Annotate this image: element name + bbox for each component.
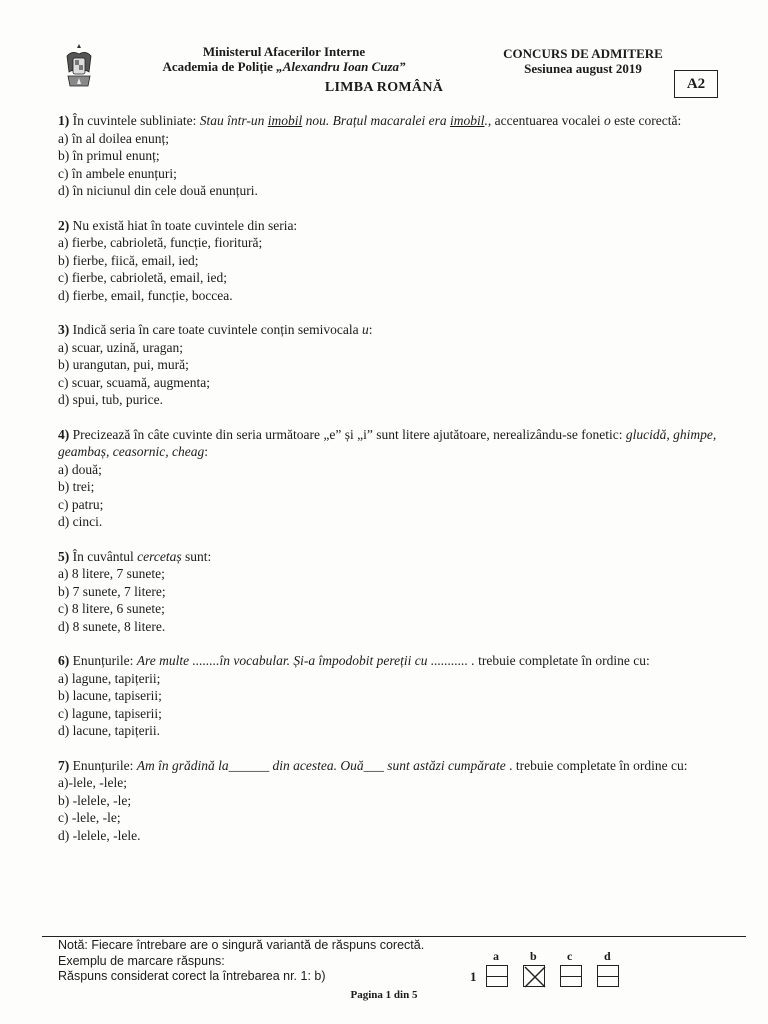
- answer-option: b) 7 sunete, 7 litere;: [58, 583, 166, 599]
- answer-option: d) fierbe, email, funcție, boccea.: [58, 287, 233, 303]
- question-text-part: u: [362, 322, 369, 337]
- answer-option: a) fierbe, cabrioletă, funcție, fioritură;: [58, 235, 263, 250]
- exam-title: CONCURS DE ADMITERE: [503, 46, 663, 61]
- answer-option: d) spui, tub, purice.: [58, 392, 163, 407]
- box-divider: [598, 976, 618, 977]
- question-text-part: În cuvintele subliniate:: [69, 113, 200, 128]
- question-text: [58, 112, 728, 130]
- question-text-part: Nu există hiat în toate cuvintele din seria:: [69, 217, 298, 233]
- subject-title: LIMBA ROMÂNĂ: [324, 80, 444, 95]
- answer-option: d) -lelele, -lele.: [58, 827, 141, 843]
- question-text-part: o: [604, 113, 611, 128]
- answer-option: a) scuar, uzină, uragan;: [58, 339, 184, 355]
- question-3: [58, 321, 728, 409]
- answer-option: d) cinci.: [58, 514, 103, 529]
- answer-option: a) lagune, tapițerii;: [58, 670, 161, 686]
- answer-option: c) 8 litere, 6 sunete;: [58, 601, 165, 616]
- question-number: 2): [58, 217, 70, 233]
- note-correct-answer: Răspuns considerat corect la întrebarea nr. 1: b): [58, 969, 326, 983]
- answer-option: b) -lelele, -le;: [58, 792, 132, 808]
- question-number: 6): [58, 653, 70, 668]
- unmarked-answer-box: [486, 965, 508, 987]
- question-text: [58, 652, 728, 670]
- question-text-part: În cuvântul: [69, 548, 138, 564]
- variant-badge: A2: [674, 70, 718, 98]
- question-text: [58, 217, 728, 235]
- question-text: [58, 426, 728, 461]
- question-text-part: imobil: [267, 113, 303, 128]
- answer-option: b) fierbe, fiică, email, ied;: [58, 252, 199, 268]
- answer-option: c) în ambele enunțuri;: [58, 165, 177, 181]
- box-divider: [487, 976, 507, 977]
- question-number: 4): [58, 426, 70, 442]
- questions-list: [58, 112, 728, 861]
- question-5: [58, 548, 728, 636]
- question-text-part: Are multe ........în vocabular. Și-a împodobit pereții cu ........... .: [136, 653, 475, 668]
- question-text-part: Am în grădină la______ din acestea. Ouă___ sunt astăzi cumpărate: [136, 757, 506, 773]
- question-text: [58, 548, 728, 566]
- question-text-part: Indică seria în care toate cuvintele conțin semivocala: [69, 322, 362, 337]
- answer-option: b) trei;: [58, 479, 95, 494]
- question-6: [58, 652, 728, 740]
- x-mark-icon: [524, 966, 546, 988]
- footer-note: [58, 938, 424, 985]
- answer-option: b) urangutan, pui, mură;: [58, 357, 189, 372]
- institution-header: [104, 44, 464, 74]
- answer-option: c) scuar, scuamă, augmenta;: [58, 374, 211, 390]
- question-text-part: :: [204, 444, 208, 459]
- question-text-part: , accentuarea vocalei: [487, 113, 605, 128]
- unmarked-answer-box: [597, 965, 619, 987]
- answer-option: a) în al doilea enunț;: [58, 130, 169, 146]
- question-text-part: cercetaș: [137, 548, 182, 564]
- question-2: [58, 217, 728, 305]
- question-4: [58, 426, 728, 531]
- question-text-part: glucidă, ghimpe, geambaș, ceasornic, cheag: [58, 426, 717, 459]
- footer-divider: [42, 936, 746, 937]
- question-text-part: .: [484, 113, 488, 128]
- question-number: 3): [58, 322, 70, 337]
- note-single-answer: Notă: Fiecare întrebare are o singură variantă de răspuns corectă.: [58, 938, 425, 952]
- ministry-name: Ministerul Afacerilor Interne: [202, 44, 366, 59]
- answer-option: a)-lele, -lele;: [58, 775, 127, 790]
- question-text-part: :: [368, 322, 373, 337]
- question-text: [58, 321, 728, 339]
- example-letter-c: c: [567, 949, 573, 963]
- question-text-part: . trebuie completate în ordine cu:: [505, 757, 688, 773]
- question-number: 5): [58, 548, 70, 564]
- question-text-part: Precizează în câte cuvinte din seria următoare „e” și „i” sunt litere ajutătoare, nerealizându-se fonetic:: [69, 426, 626, 442]
- answer-option: d) lacune, tapițerii.: [58, 723, 160, 738]
- box-divider: [561, 976, 581, 977]
- marked-answer-box: [523, 965, 545, 987]
- question-number: 1): [58, 113, 70, 128]
- answer-option: c) -lele, -le;: [58, 810, 121, 825]
- question-text-part: nou. Brațul macaralei era: [302, 113, 450, 128]
- question-1: [58, 112, 728, 200]
- answer-option: a) două;: [58, 461, 102, 477]
- question-text-part: trebuie completate în ordine cu:: [474, 653, 650, 668]
- question-text-part: Enunțurile:: [69, 653, 137, 668]
- question-text-part: Enunțurile:: [69, 757, 137, 773]
- example-question-number: 1: [470, 969, 477, 984]
- question-7: [58, 757, 728, 845]
- question-text-part: este corectă:: [610, 113, 682, 128]
- page-number: Pagina 1 din 5: [350, 989, 418, 1001]
- question-text-part: sunt:: [181, 548, 212, 564]
- example-letter-a: a: [493, 949, 499, 963]
- answer-option: b) lacune, tapiserii;: [58, 688, 162, 703]
- example-letter-b: b: [530, 949, 537, 963]
- exam-session: Sesiunea august 2019: [524, 61, 642, 76]
- question-text: [58, 757, 728, 775]
- question-text-part: Stau într-un: [199, 113, 268, 128]
- example-letter-d: d: [604, 949, 611, 963]
- question-number: 7): [58, 757, 70, 773]
- academy-name: Academia de Poliție „Alexandru Ioan Cuza”: [162, 59, 406, 74]
- exam-header: [490, 46, 676, 76]
- answer-option: c) patru;: [58, 496, 104, 512]
- unmarked-answer-box: [560, 965, 582, 987]
- answer-option: d) în niciunul din cele două enunțuri.: [58, 183, 258, 198]
- answer-option: c) lagune, tapiserii;: [58, 705, 162, 721]
- answer-option: a) 8 litere, 7 sunete;: [58, 566, 165, 581]
- note-marking-example: Exemplu de marcare răspuns:: [58, 953, 225, 968]
- answer-option: d) 8 sunete, 8 litere.: [58, 618, 166, 634]
- answer-option: b) în primul enunț;: [58, 148, 160, 163]
- question-text-part: imobil: [449, 113, 485, 128]
- answer-option: c) fierbe, cabrioletă, email, ied;: [58, 270, 228, 285]
